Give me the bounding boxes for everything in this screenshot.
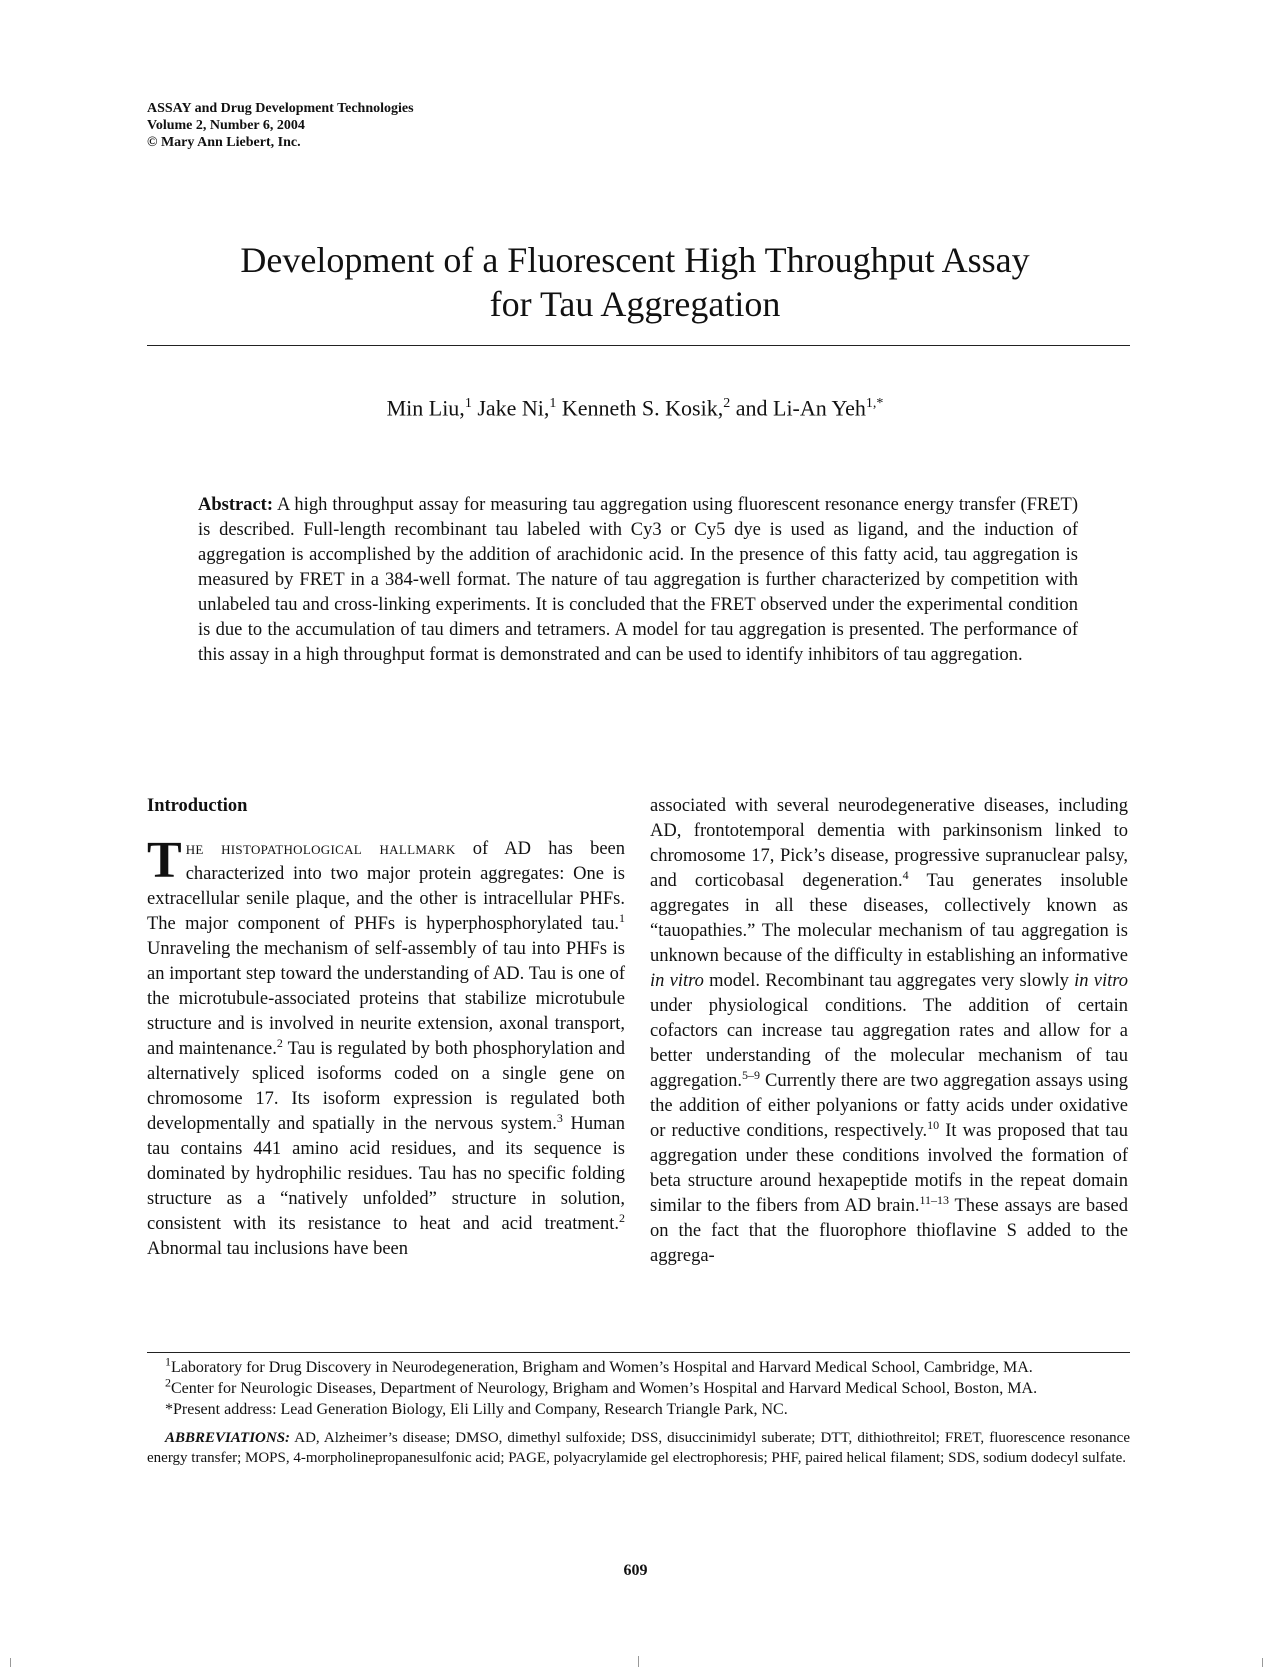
- intro-text: These assays are based on the fact that the fluorophore thioflavine S added to the aggrega-: [650, 1196, 1128, 1266]
- title-line-1: Development of a Fluorescent High Throughput Assay: [240, 240, 1030, 280]
- journal-copyright: © Mary Ann Liebert, Inc.: [147, 135, 301, 150]
- author-name: and Li-An Yeh: [735, 395, 866, 421]
- intro-text: under physiological conditions. The addition of certain cofactors can increase tau aggregation rates and allow for a better understanding of the molecular mechanism of tau aggregation.: [650, 996, 1128, 1091]
- footnote-affiliation-1: [147, 1354, 1130, 1378]
- citation: 3: [556, 1110, 563, 1125]
- author-affiliation: 1: [549, 396, 557, 411]
- footnote-text: Laboratory for Drug Discovery in Neurodegeneration, Brigham and Women’s Hospital and Harvard Medical School, Cambridge, MA.: [171, 1359, 1033, 1376]
- intro-text: Unraveling the mechanism of self-assembly of tau into PHFs is an important step toward the understanding of AD. Tau is one of the microtubule-associated proteins that stabilize microtubule structure and is involved in neurite extension, axonal transport, and maintenance.: [147, 939, 625, 1059]
- citation: 4: [902, 867, 909, 882]
- drop-cap: T: [147, 832, 182, 889]
- author-affiliation: 1,*: [865, 396, 884, 411]
- author-name: Jake Ni,: [477, 395, 550, 421]
- journal-header: [147, 100, 414, 151]
- italic-term: in vitro: [650, 971, 704, 991]
- intro-text: model. Recombinant tau aggregates very slowly: [703, 971, 1075, 991]
- section-heading-introduction: Introduction: [147, 796, 248, 816]
- title-divider: [147, 345, 1130, 346]
- footnote-mark: 1: [165, 1354, 171, 1369]
- abbreviations-text: AD, Alzheimer’s disease; DMSO, dimethyl sulfoxide; DSS, disuccinimidyl suberate; DTT, dithiothreitol; FRET, fluorescence resonance energy transfer; MOPS, 4-morpholinepropanesulfonic acid; PAGE, polyacrylamide gel electrophoresis; PHF, paired helical filament; SDS, sodium dodecyl sulfate.: [147, 1430, 1130, 1466]
- citation: 1: [619, 910, 625, 925]
- footnotes: [147, 1354, 1130, 1468]
- citation: 5–9: [741, 1067, 760, 1082]
- footnote-affiliation-2: [147, 1375, 1130, 1399]
- intro-lead-in: he histopathological hallmark: [185, 839, 456, 859]
- abstract-label: Abstract:: [198, 495, 274, 515]
- title-line-2: for Tau Aggregation: [489, 284, 781, 324]
- footnote-mark: 2: [165, 1375, 171, 1390]
- footnote-divider: [147, 1352, 1130, 1353]
- author-affiliation: 1: [464, 396, 472, 411]
- abstract-text: A high throughput assay for measuring tau aggregation using fluorescent resonance energy transfer (FRET) is described. Full-length recombinant tau labeled with Cy3 or Cy5 dye is used as ligand, and the induction of aggregation is accomplished by the addition of arachidonic acid. In the presence of this fatty acid, tau aggregation is measured by FRET in a 384-well format. The nature of tau aggregation is further characterized by competition with unlabeled tau and cross-linking experiments. It is concluded that the FRET observed under the experimental condition is due to the accumulation of tau dimers and tetramers. A model for tau aggregation is presented. The performance of this assay in a high throughput format is demonstrated and can be used to identify inhibitors of tau aggregation.: [198, 495, 1078, 665]
- citation: 10: [927, 1117, 940, 1132]
- intro-text: Tau is regulated by both phosphorylation and alternatively spliced isoforms coded on a single gene on chromosome 17. Its isoform expression is regulated both developmentally and spatially in the nervous system.: [147, 1039, 625, 1134]
- author-name: Kenneth S. Kosik,: [561, 395, 724, 421]
- author-list: [140, 390, 1130, 422]
- page-number: 609: [623, 1562, 648, 1579]
- intro-text: Currently there are two aggregation assays using the addition of either polyanions or fatty acids under oxidative or reductive conditions, respectively.: [650, 1071, 1128, 1141]
- abstract: [198, 493, 1078, 668]
- abbreviations-label: ABBREVIATIONS:: [165, 1430, 291, 1446]
- left-column: [147, 794, 625, 1262]
- footnote-text: Center for Neurologic Diseases, Department of Neurology, Brigham and Women’s Hospital and Harvard Medical School, Boston, MA.: [171, 1380, 1038, 1397]
- citation: 2: [619, 1210, 625, 1225]
- intro-text: associated with several neurodegenerative diseases, including AD, frontotemporal dementia with parkinsonism linked to chromosome 17, Pick’s disease, progressive supranuclear palsy, and corticobasal degeneration.: [650, 796, 1128, 891]
- intro-paragraph: [147, 832, 625, 1262]
- citation: 11–13: [919, 1192, 950, 1207]
- intro-text: of AD has been characterized into two major protein aggregates: One is extracellular senile plaque, and the other is intracellular PHFs. The major component of PHFs is hyperphosphorylated tau.: [147, 839, 625, 934]
- author-affiliation: 2: [723, 396, 731, 411]
- author-name: Min Liu,: [386, 395, 465, 421]
- italic-term: in vitro: [1074, 971, 1128, 991]
- intro-text: It was proposed that tau aggregation under these conditions involved the formation of beta structure around hexapeptide motifs in the repeat domain similar to the fibers from AD brain.: [650, 1121, 1128, 1216]
- journal-name: ASSAY and Drug Development Technologies: [147, 101, 414, 116]
- journal-volume: Volume 2, Number 6, 2004: [147, 118, 305, 133]
- paper-title: [140, 238, 1130, 326]
- crop-mark: [1262, 1658, 1263, 1667]
- intro-text: Abnormal tau inclusions have been: [147, 1239, 408, 1259]
- intro-text: Human tau contains 441 amino acid residues, and its sequence is dominated by hydrophilic residues. Tau has no specific folding structure as a “natively unfolded” structure in solution, consistent with its resistance to heat and acid treatment.: [147, 1114, 625, 1234]
- right-column: [650, 794, 1128, 1269]
- citation: 2: [276, 1035, 283, 1050]
- abbreviations: [147, 1428, 1130, 1468]
- crop-mark: [638, 1656, 639, 1667]
- intro-paragraph-continued: [650, 794, 1128, 1269]
- crop-mark: [10, 1658, 11, 1667]
- footnote-present-address: *Present address: Lead Generation Biology, Eli Lilly and Company, Research Triangle Park, NC.: [165, 1401, 788, 1418]
- intro-text: Tau generates insoluble aggregates in all these diseases, collectively known as “tauopathies.” The molecular mechanism of tau aggregation is unknown because of the difficulty in establishing an informative: [650, 871, 1128, 966]
